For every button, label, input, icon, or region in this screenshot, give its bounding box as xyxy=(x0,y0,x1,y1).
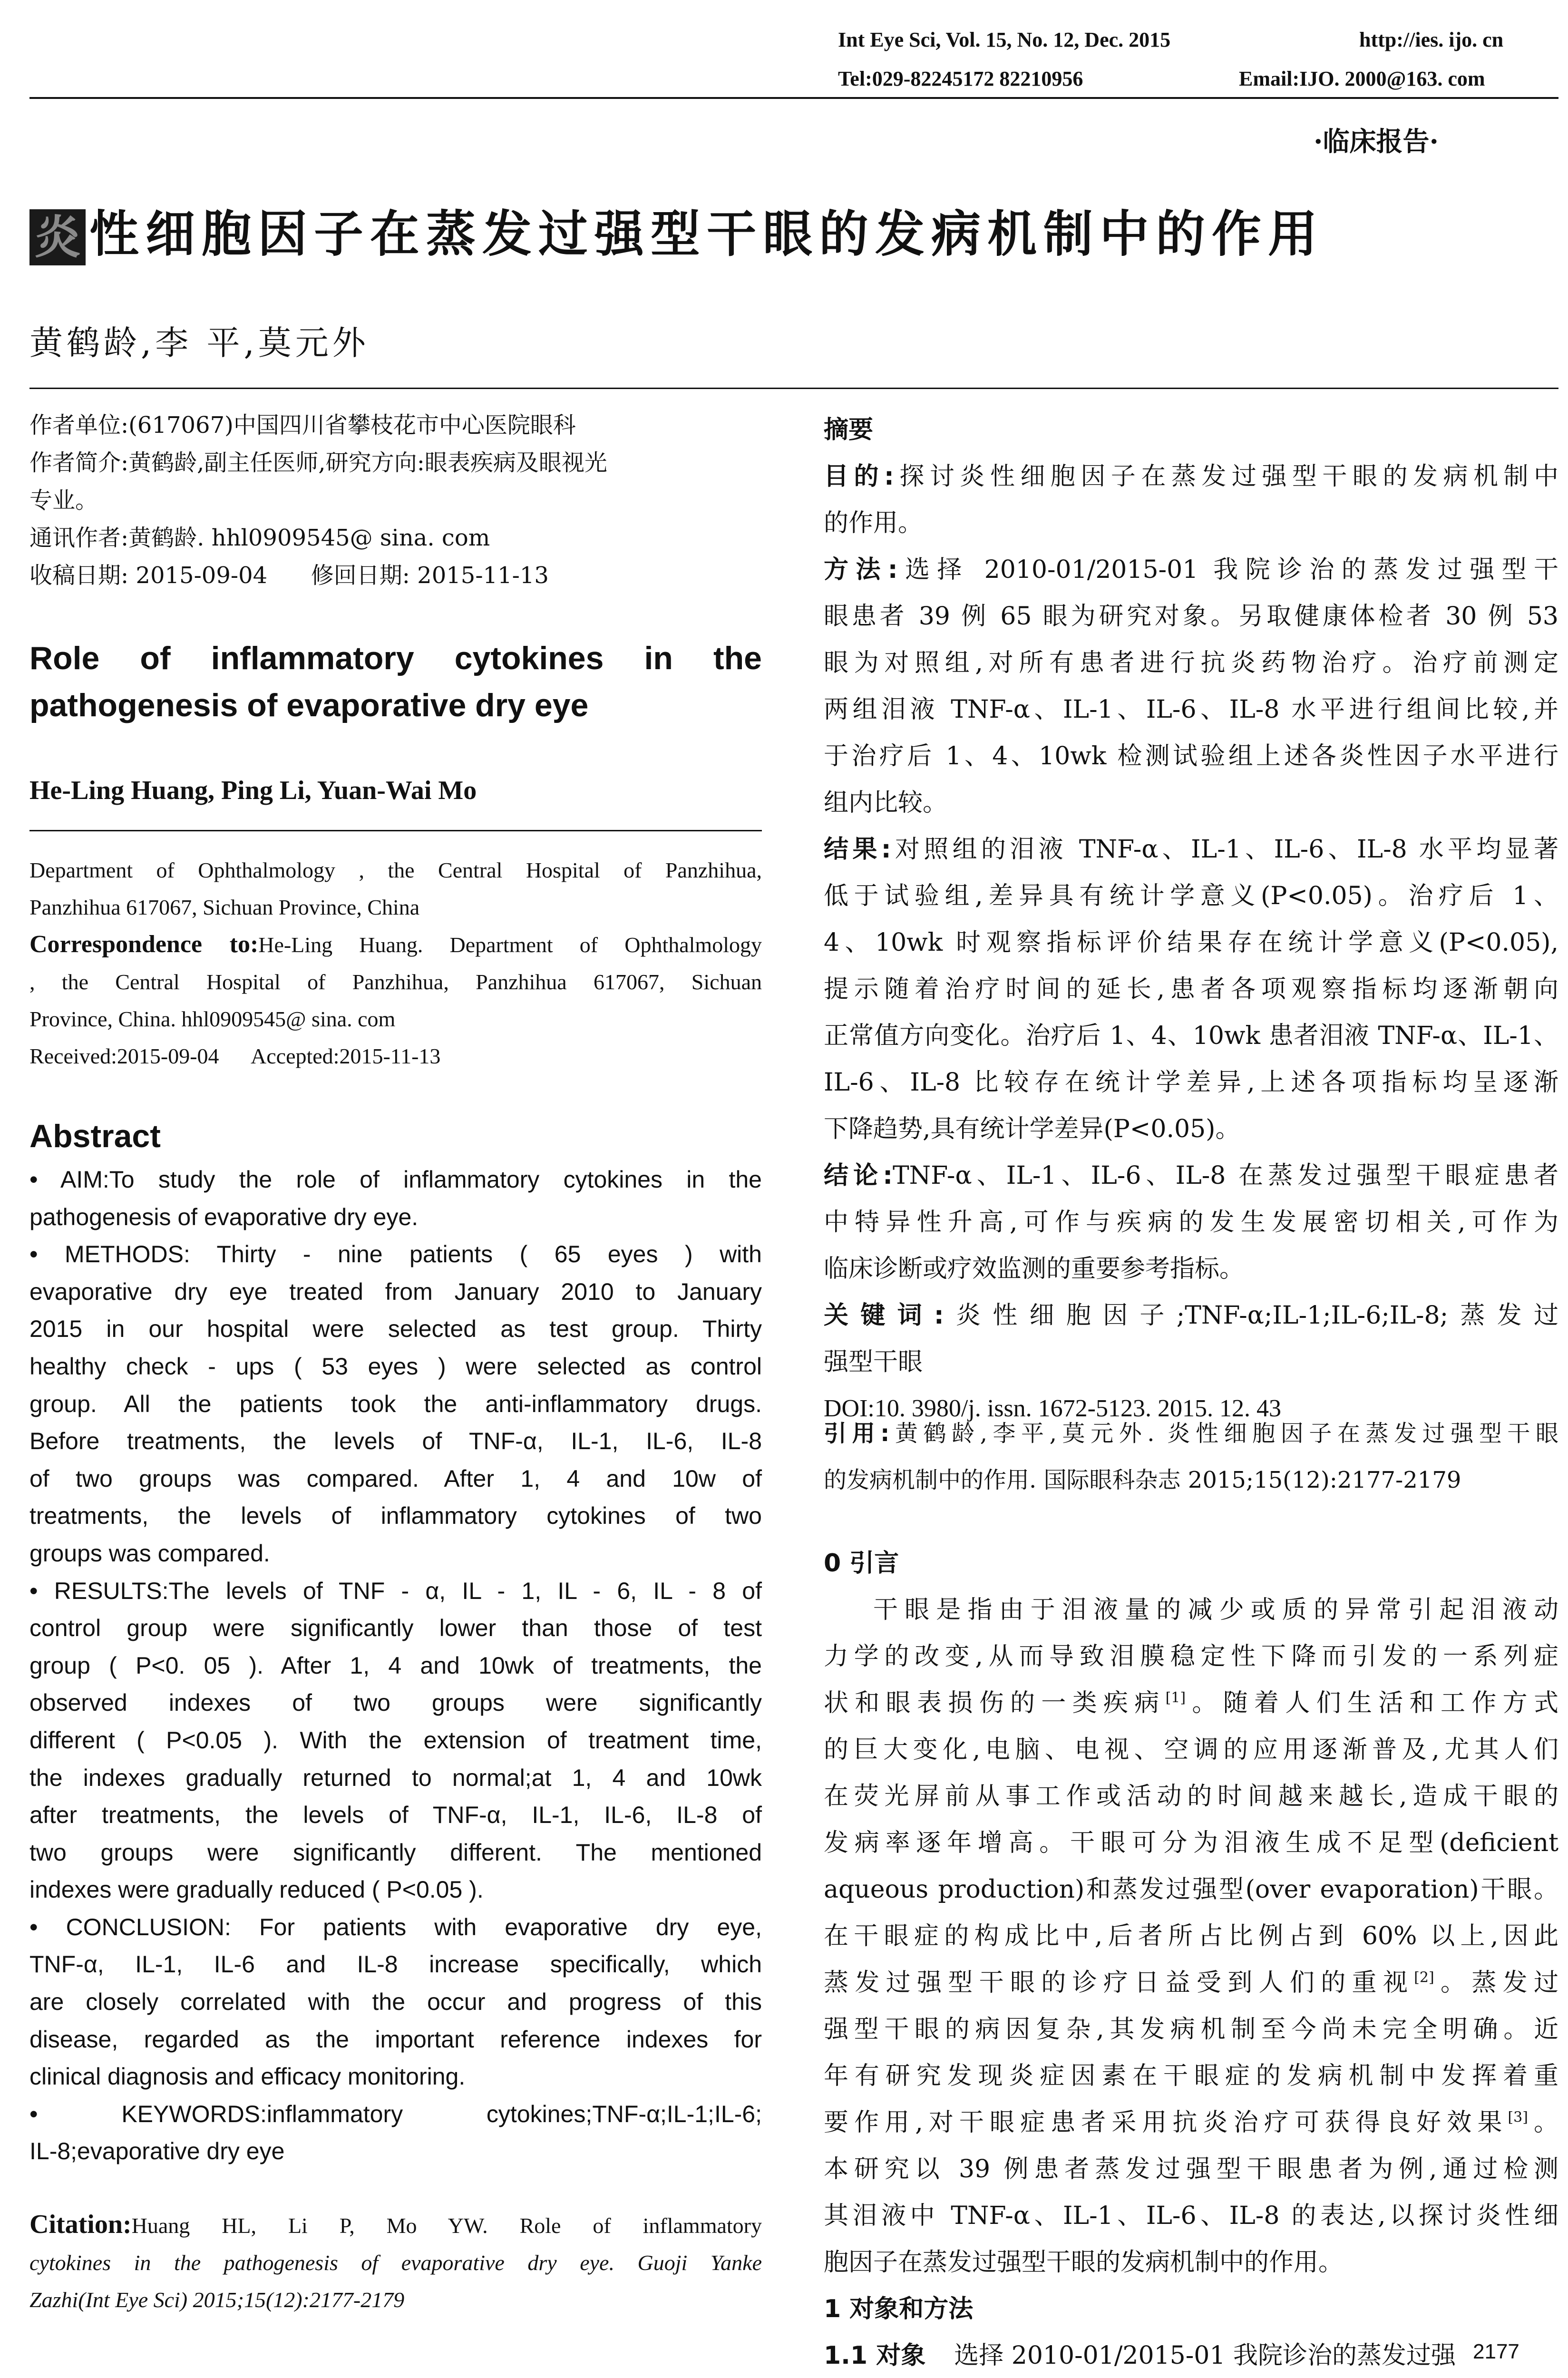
abstract-line: 2015 in our hospital were selected as test group. Thirty xyxy=(29,1316,762,1343)
cn-keywords-label: 关键词: xyxy=(824,1301,944,1330)
cn-results-line: 正常值方向变化。治疗后 1、4、10wk 患者泪液 TNF-α、IL-1、 xyxy=(824,1022,1558,1050)
intro-heading: 0 引言 xyxy=(824,1549,899,1578)
correspondence-line: Province, China. hhl0909545@ sina. com xyxy=(29,1007,396,1031)
abstract-line: IL-8;evaporative dry eye xyxy=(29,2138,285,2165)
citation-label: Citation: xyxy=(29,2210,132,2239)
cn-aim-label: 目的: xyxy=(824,462,894,491)
abstract-line: group. All the patients took the anti-inflammatory drugs. xyxy=(29,1390,762,1417)
cn-keywords-line: 强型干眼 xyxy=(824,1348,923,1376)
cn-cite-label: 引用: xyxy=(824,1420,890,1447)
abstract-line: evaporative dry eye treated from January 2010 to January xyxy=(29,1278,762,1305)
header-rule xyxy=(29,97,1558,99)
cn-results-text: 对照组的泪液 TNF-α、IL-1、IL-6、IL-8 水平均显著 xyxy=(891,835,1558,864)
intro-text: 状和眼表损伤的一类疾病 xyxy=(824,1689,1166,1717)
abstract-line: two groups were significantly different. The mentioned xyxy=(29,1839,762,1866)
title-initial: 炎 xyxy=(29,209,86,265)
intro-line xyxy=(824,2099,1558,2146)
section-tag: ·临床报告· xyxy=(1314,126,1439,157)
english-title xyxy=(29,635,762,729)
received-dates-cn: 收稿日期: 2015-09-04 修回日期: 2015-11-13 xyxy=(29,562,549,589)
author-info xyxy=(29,407,762,594)
cn-cite-line: 的发病机制中的作用. 国际眼科杂志 2015;15(12):2177-2179 xyxy=(824,1467,1461,1493)
abstract-line: control group were significantly lower than those of test xyxy=(29,1615,762,1642)
cn-conclusion-line: 中特异性升高,可作与疾病的发生发展密切相关,可作为 xyxy=(824,1208,1558,1237)
intro-line: 强型干眼的病因复杂,其发病机制至今尚未完全明确。近 xyxy=(824,2015,1558,2044)
cn-aim-line: 的作用。 xyxy=(824,509,923,537)
cn-results-line: 低于试验组,差异具有统计学意义(P<0.05)。治疗后 1、 xyxy=(824,882,1558,910)
cn-results-line: 提示随着治疗时间的延长,患者各项观察指标均逐渐朝向 xyxy=(824,975,1558,1004)
abstract-line: group ( P<0. 05 ). After 1, 4 and 10wk of treatments, the xyxy=(29,1652,762,1679)
author-bio: 作者简介:黄鹤龄,副主任医师,研究方向:眼表疾病及眼视光 xyxy=(29,449,607,476)
citation-line xyxy=(29,2206,762,2244)
correspondence-label: Correspondence to: xyxy=(29,931,259,958)
methods-heading: 1 对象和方法 xyxy=(824,2295,974,2323)
intro-line: 力学的改变,从而导致泪膜稳定性下降而引发的一系列症 xyxy=(824,1642,1558,1671)
journal-tel: Tel:029-82245172 82210956 xyxy=(838,67,1083,90)
correspondence-line: , the Central Hospital of Panzhihua, Panzhihua 617067, Sichuan xyxy=(29,970,762,994)
abstract-line: • CONCLUSION: For patients with evaporative dry eye, xyxy=(29,1913,762,1940)
cn-methods-text: 选择 2010-01/2015-01 我院诊治的蒸发过强型干 xyxy=(897,556,1558,584)
abstract-line: indexes were gradually reduced ( P<0.05 ). xyxy=(29,1876,484,1903)
intro-line: 其泪液中 TNF-α、IL-1、IL-6、IL-8 的表达,以探讨炎性细 xyxy=(824,2202,1558,2230)
intro-line: 发病率逐年增高。干眼可分为泪液生成不足型(deficient xyxy=(824,1829,1558,1857)
abstract-heading: Abstract xyxy=(29,1118,161,1154)
intro-text: 。蒸发过 xyxy=(1434,1969,1558,1997)
cn-aim-text: 探讨炎性细胞因子在蒸发过强型干眼的发病机制中 xyxy=(894,462,1558,491)
affiliation-line: Panzhihua 617067, Sichuan Province, China xyxy=(29,895,420,919)
reference-mark[interactable]: [1] xyxy=(1165,1689,1186,1706)
cn-results-line: 下降趋势,具有统计学差异(P<0.05)。 xyxy=(824,1115,1240,1143)
intro-line: 年有研究发现炎症因素在干眼症的发病机制中发挥着重 xyxy=(824,2062,1558,2090)
cn-conclusion-label: 结论: xyxy=(824,1161,893,1190)
cn-methods-line: 眼为对照组,对所有患者进行抗炎药物治疗。治疗前测定 xyxy=(824,649,1558,677)
cn-cite-line xyxy=(824,1410,1558,1457)
cn-aim-line xyxy=(824,453,1558,500)
intro-text: 要作用,对干眼症患者采用抗炎治疗可获得良好效果 xyxy=(824,2108,1508,2137)
intro-line: 在荧光屏前从事工作或活动的时间越来越长,造成干眼的 xyxy=(824,1782,1558,1811)
cn-methods-line: 于治疗后 1、4、10wk 检测试验组上述各炎性因子水平进行 xyxy=(824,742,1558,770)
reference-mark[interactable]: [2] xyxy=(1414,1969,1434,1986)
affiliation-line: Department of Ophthalmology , the Central Hospital of Panzhihua, xyxy=(29,858,762,882)
correspondence-text: He-Ling Huang. Department of Ophthalmology xyxy=(258,933,762,957)
abstract-line: • METHODS: Thirty - nine patients ( 65 eyes ) with xyxy=(29,1241,762,1268)
cn-keywords-line xyxy=(824,1292,1558,1339)
abstract-line: observed indexes of two groups were significantly xyxy=(29,1689,762,1716)
cn-results-line xyxy=(824,826,1558,873)
citation-text: Huang HL, Li P, Mo YW. Role of inflammatory xyxy=(131,2213,762,2238)
reference-mark[interactable]: [3] xyxy=(1508,2109,1528,2126)
abstract-line: • AIM:To study the role of inflammatory cytokines in the xyxy=(29,1166,762,1193)
abstract-line: the indexes gradually returned to normal;at 1, 4 and 10wk xyxy=(29,1764,762,1791)
cn-results-label: 结果: xyxy=(824,835,891,864)
cn-cite-text: 黄鹤龄,李平,莫元外. 炎性细胞因子在蒸发过强型干眼 xyxy=(889,1420,1558,1447)
affiliation-block xyxy=(29,852,762,1075)
abstract-line: of two groups was compared. After 1, 4 and 10w of xyxy=(29,1465,762,1492)
intro-line xyxy=(824,1680,1558,1726)
author-unit: 作者单位:(617067)中国四川省攀枝花市中心医院眼科 xyxy=(29,412,576,439)
intro-line: 胞因子在蒸发过强型干眼的发病机制中的作用。 xyxy=(824,2248,1344,2277)
abstract-line: disease, regarded as the important reference indexes for xyxy=(29,2026,762,2053)
article-title xyxy=(29,205,1325,265)
abstract-line: Before treatments, the levels of TNF-α, IL-1, IL-6, IL-8 xyxy=(29,1428,762,1455)
correspondence-line xyxy=(29,926,762,964)
cn-abstract-heading: 摘要 xyxy=(824,416,874,444)
cn-methods-line xyxy=(824,546,1558,593)
journal-info: Int Eye Sci, Vol. 15, No. 12, Dec. 2015 xyxy=(838,28,1171,51)
introduction xyxy=(824,1540,1558,2378)
english-citation xyxy=(29,2206,762,2319)
intro-text: 蒸发过强型干眼的诊疗日益受到人们的重视 xyxy=(824,1969,1414,1997)
journal-email: Email:IJO. 2000@163. com xyxy=(1239,67,1485,90)
english-authors-rule xyxy=(29,830,762,831)
title-rest: 性细胞因子在蒸发过强型干眼的发病机制中的作用 xyxy=(89,205,1325,263)
abstract-line: groups was compared. xyxy=(29,1540,270,1567)
abstract-line: after treatments, the levels of TNF-α, IL-1, IL-6, IL-8 of xyxy=(29,1802,762,1829)
doi: DOI:10. 3980/j. issn. 1672-5123. 2015. 12. 43 xyxy=(824,1395,1281,1422)
cn-methods-line: 眼患者 39 例 65 眼为研究对象。另取健康体检者 30 例 53 xyxy=(824,602,1558,631)
intro-text: 。 xyxy=(1528,2108,1558,2137)
cn-results-line: IL-6、IL-8 比较存在统计学差异,上述各项指标均呈逐渐 xyxy=(824,1068,1558,1097)
cn-methods-line: 两组泪液 TNF-α、IL-1、IL-6、IL-8 水平进行组间比较,并 xyxy=(824,695,1558,724)
abstract-line: treatments, the levels of inflammatory cytokines of two xyxy=(29,1502,762,1530)
intro-text: 。随着人们生活和工作方式 xyxy=(1186,1689,1558,1717)
cn-citation xyxy=(824,1410,1558,1503)
cn-results-line: 4、10wk 时观察指标评价结果存在统计学意义(P<0.05), xyxy=(824,928,1558,957)
authors-rule xyxy=(29,388,1558,389)
cn-conclusion-line: 临床诊断或疗效监测的重要参考指标。 xyxy=(824,1255,1245,1283)
abstract-line: clinical diagnosis and efficacy monitoring. xyxy=(29,2063,466,2090)
english-abstract xyxy=(29,1161,762,2170)
cn-methods-label: 方法: xyxy=(824,556,898,584)
english-title-line: pathogenesis of evaporative dry eye xyxy=(29,687,589,723)
methods-sub-text: 选择 2010-01/2015-01 我院诊治的蒸发过强 xyxy=(954,2341,1456,2370)
citation-line: Zazhi(Int Eye Sci) 2015;15(12):2177-2179 xyxy=(29,2288,405,2312)
intro-line: 在干眼症的构成比中,后者所占比例占到 60% 以上,因此 xyxy=(824,1922,1558,1950)
english-title-line: Role of inflammatory cytokines in the xyxy=(29,640,762,676)
methods-sub-label: 1.1 对象 xyxy=(824,2341,926,2370)
authors-cn: 黄鹤龄,李 平,莫元外 xyxy=(29,323,370,362)
abstract-line: healthy check - ups ( 53 eyes ) were selected as control xyxy=(29,1353,762,1380)
intro-line: 干眼是指由于泪液量的减少或质的异常引起泪液动 xyxy=(873,1596,1558,1624)
intro-line xyxy=(824,1959,1558,2006)
methods-subject-line xyxy=(824,2332,1558,2378)
intro-line: 的巨大变化,电脑、电视、空调的应用逐渐普及,尤其人们 xyxy=(824,1735,1558,1764)
cn-conclusion-line xyxy=(824,1152,1558,1199)
cn-methods-line: 组内比较。 xyxy=(824,789,948,817)
cn-conclusion-text: TNF-α、IL-1、IL-6、IL-8 在蒸发过强型干眼症患者 xyxy=(893,1161,1559,1190)
abstract-line: • RESULTS:The levels of TNF - α, IL - 1, IL - 6, IL - 8 of xyxy=(29,1577,762,1604)
page-number: 2177 xyxy=(1473,2340,1519,2363)
chinese-abstract xyxy=(824,407,1558,1432)
journal-url: http://ies. ijo. cn xyxy=(1359,28,1504,51)
abstract-line: pathogenesis of evaporative dry eye. xyxy=(29,1203,419,1230)
author-bio-cont: 专业。 xyxy=(29,487,98,514)
intro-line: 本研究以 39 例患者蒸发过强型干眼患者为例,通过检测 xyxy=(824,2155,1558,2183)
abstract-line: • KEYWORDS:inflammatory cytokines;TNF-α;IL-1;IL-6; xyxy=(29,2100,762,2127)
english-authors: He-Ling Huang, Ping Li, Yuan-Wai Mo xyxy=(29,776,477,805)
received-dates-en: Received:2015-09-04 Accepted:2015-11-13 xyxy=(29,1044,441,1068)
abstract-line: TNF-α, IL-1, IL-6 and IL-8 increase specifically, which xyxy=(29,1951,762,1978)
corresponding-author: 通讯作者:黄鹤龄. hhl0909545@ sina. com xyxy=(29,525,490,551)
intro-line: aqueous production)和蒸发过强型(over evaporation)干眼。 xyxy=(824,1875,1558,1904)
abstract-line: different ( P<0.05 ). With the extension of treatment time, xyxy=(29,1726,762,1754)
citation-line: cytokines in the pathogenesis of evaporative dry eye. Guoji Yanke xyxy=(29,2251,762,2275)
cn-keywords-text: 炎性细胞因子;TNF-α;IL-1;IL-6;IL-8;蒸发过 xyxy=(944,1301,1558,1330)
abstract-line: are closely correlated with the occur and progress of this xyxy=(29,1988,762,2016)
